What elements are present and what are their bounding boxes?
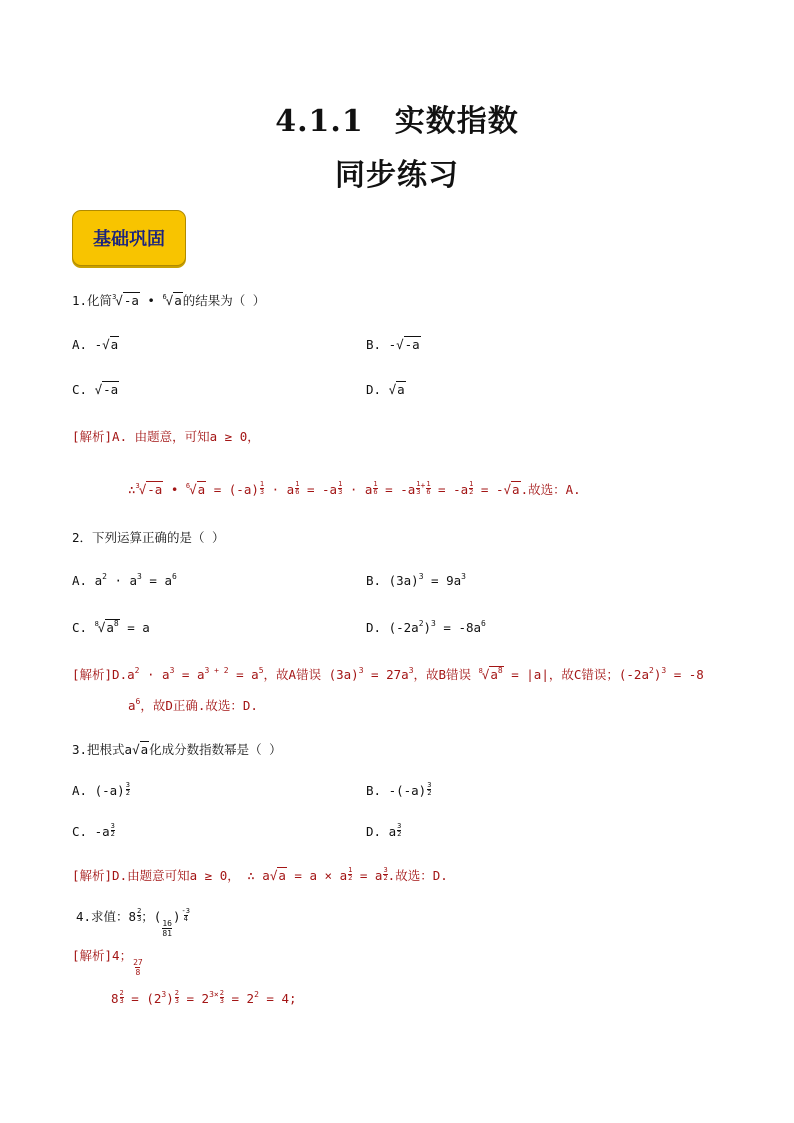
q1-option-b: B. -√-a <box>366 337 420 352</box>
q1-analysis: [解析]A. 由题意，可知a ≥ 0， <box>72 429 260 444</box>
q3-analysis: [解析]D.由题意可知a ≥ 0， ∴ a√a = a × a $\frac{1}{2}$ = a $\frac{3}{2}$ .故选：D. <box>72 866 448 883</box>
q1-option-a: A. -√a <box>72 337 119 352</box>
q3-option-d: D. a $\frac{3}{2}$ <box>366 822 402 839</box>
q2-analysis-line2: $a^6$，故D正确.故选：D. <box>128 697 258 713</box>
q2-analysis: [解析]$D.a^2 \cdot a^3 = a^{3 + 2} = a^5$，故A错误 $(3a)^3 = 27a^3$，故B错误 $^8√a^8 = |a|$，故C错误；$(-2a^2)^3 = -8$ <box>72 666 704 682</box>
q2-option-d: D. $(-2a^2)^3 = -8a^6$ <box>366 619 486 635</box>
q4-analysis: [解析]4； $\frac{27}{8}$ <box>72 948 143 977</box>
question-4: 4.求值：8 $\frac{2}{3}$ ；( $\frac{16}{81}$ ) $\frac{-3}{4}$ <box>76 907 190 938</box>
q1-option-c: C. √-a <box>72 382 119 397</box>
q2-option-c: C. $^8√a^8 = a$ <box>72 619 150 635</box>
question-2: 2．下列运算正确的是（ ） <box>72 530 225 545</box>
page-title: 4.1.1 实数指数 <box>275 104 519 139</box>
q2-option-b: B. $(3a)^3 = 9a^3$ <box>366 572 466 588</box>
section-badge: 基础巩固 <box>72 210 186 266</box>
q3-option-c: C. -a $\frac{3}{2}$ <box>72 822 115 839</box>
q4-analysis-formula: 8 $\frac{2}{3}$ = $(2^3)$ $\frac{2}{3}$ = $2^{3\times}$ $\frac{2}{3}$ = $2^2 = 4$; <box>111 989 297 1006</box>
q1-analysis-formula: ∴$^3$√-a • $^6$√a = (-a) $\frac{1}{3}$ · a $\frac{1}{6}$ = -a $\frac{1}{3}$ · a $\frac{1}{6}$ = -a $\frac{1}{3}$ + $\frac{1}{6}$ = -a $\frac{1}{2}$ = -√a.故选：A. <box>128 480 581 497</box>
page-subtitle: 同步练习 <box>335 158 459 193</box>
q1-option-d: D. √a <box>366 382 405 397</box>
q3-option-b: B. -(-a) $\frac{3}{2}$ <box>366 781 432 798</box>
question-1: 1.化简$^3$√-a • $^6$√a的结果为（ ） <box>72 293 266 308</box>
q2-option-a: A. $a^2 \cdot a^3 = a^6$ <box>72 572 177 588</box>
question-3: 3.把根式a√a化成分数指数幂是（ ） <box>72 742 282 757</box>
q3-option-a: A. (-a) $\frac{3}{2}$ <box>72 781 130 798</box>
